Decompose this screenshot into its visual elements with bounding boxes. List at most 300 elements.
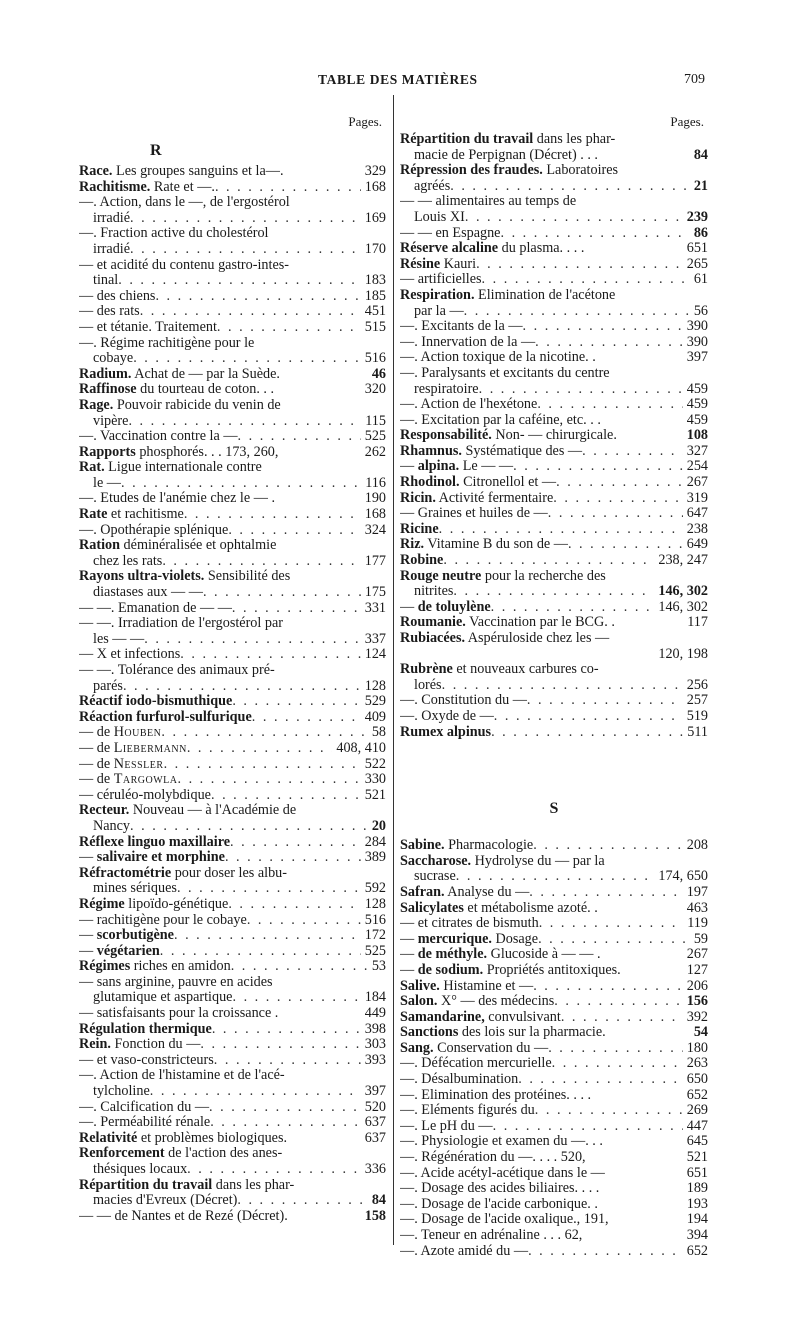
index-entry — [400, 335, 708, 351]
index-entry — [79, 336, 386, 367]
index-entry — [400, 947, 708, 963]
entry-text — [400, 693, 527, 709]
entry-page-number: 120, 198 — [658, 646, 708, 662]
entry-page-number: 170 — [364, 241, 386, 257]
dot-leader — [150, 1084, 361, 1100]
index-entry — [400, 444, 708, 460]
entry-keyword: Raffinose — [79, 382, 137, 398]
entry-text — [79, 1037, 200, 1053]
entry-continuation-text: vipère — [93, 413, 129, 429]
entry-continuation — [79, 211, 386, 227]
entry-description: —. Désalbumination — [400, 1072, 519, 1088]
index-entry — [400, 1103, 708, 1119]
entry-continuation-text: mines sériques — [93, 881, 177, 897]
dot-leader — [552, 1056, 683, 1072]
dot-leader — [456, 869, 655, 885]
running-header — [0, 72, 800, 92]
index-entry — [79, 663, 386, 694]
entry-text — [79, 850, 225, 866]
entry-continuation-text: le — — [93, 475, 121, 491]
entry-continuation-text: glutamique et aspartique — [93, 990, 233, 1006]
section-letter-r: R — [150, 142, 162, 159]
index-entry — [400, 1166, 708, 1182]
entry-page-number: 117 — [687, 615, 708, 631]
entry-page-number: 61 — [693, 272, 708, 288]
entry-page-number: 521 — [364, 787, 386, 803]
entry-keyword: Régulation thermique — [79, 1021, 212, 1037]
entry-page-number: 449 — [364, 1006, 386, 1022]
entry-page-number: 189 — [686, 1181, 708, 1197]
dot-leader — [128, 414, 361, 430]
entry-description: —. Régime rachitigène pour le — [79, 335, 255, 351]
entry-page-number: 128 — [364, 896, 386, 912]
index-entry — [79, 164, 386, 180]
index-entry — [400, 319, 708, 335]
entry-description: —. Elimination des protéines. . . . — [400, 1087, 592, 1103]
entry-continuation-text: diastases aux — — — [93, 585, 203, 601]
entry-page-number: 56 — [693, 303, 708, 319]
entry-page-number: 267 — [686, 947, 708, 963]
entry-page-number: 319 — [686, 490, 708, 506]
entry-description: et problèmes biologiques. — [137, 1130, 288, 1146]
index-entry — [79, 757, 386, 773]
entry-text — [400, 444, 582, 460]
index-entry — [79, 788, 386, 804]
entry-page-number: 529 — [364, 694, 386, 710]
entry-continuation-text: irradié — [93, 241, 131, 257]
index-entry — [400, 1041, 708, 1057]
entry-page-number: 190 — [364, 491, 386, 507]
index-entry — [400, 1181, 708, 1197]
entry-description: des lois sur la pharmacie. — [458, 1025, 606, 1041]
entry-description: Pouvoir rabicide du venin de — [113, 397, 281, 413]
entry-continuation — [79, 273, 386, 289]
index-entry — [400, 1150, 708, 1166]
entry-keyword: Réfractométrie — [79, 865, 172, 881]
entry-description: — et vaso-constricteurs — [79, 1052, 214, 1068]
entry-description: — — [400, 459, 418, 475]
index-entry — [79, 647, 386, 663]
entry-page-number: 84 — [371, 1193, 386, 1209]
entry-text — [79, 429, 238, 445]
index-entry — [400, 272, 708, 288]
index-entry — [400, 241, 708, 257]
entry-description: Vaccination par le BCG. . — [465, 615, 615, 631]
entry-page-number: 327 — [686, 443, 708, 459]
entry-keyword: Rayons ultra-violets. — [79, 569, 205, 585]
entry-page-number: 519 — [686, 708, 708, 724]
entry-page-number: 256 — [686, 677, 708, 693]
dot-leader — [214, 1053, 361, 1069]
entry-text — [400, 413, 601, 429]
entry-page-number: 515 — [364, 319, 386, 335]
index-entry — [400, 979, 708, 995]
dot-leader — [174, 928, 361, 944]
entry-text — [79, 647, 180, 663]
index-entry — [79, 258, 386, 289]
index-entry — [79, 1131, 386, 1147]
index-entry — [79, 616, 386, 647]
entry-page-number: 390 — [686, 319, 708, 335]
entry-continuation — [79, 242, 386, 258]
index-entry — [79, 725, 386, 741]
entry-description: —. Action toxique de la nicotine. . — [400, 350, 596, 366]
dot-leader — [144, 632, 360, 648]
dot-leader — [479, 382, 683, 398]
dot-leader — [538, 932, 690, 948]
entry-subdescription: Dosage — [491, 931, 539, 947]
entry-keyword: Réflexe linguo maxillaire — [79, 834, 231, 850]
index-entry — [79, 850, 386, 866]
entry-keyword: Répartition du travail — [400, 132, 534, 147]
dot-leader — [561, 1010, 683, 1026]
entry-page-number: 397 — [364, 1084, 386, 1100]
index-entry — [79, 913, 386, 929]
entry-continuation — [400, 210, 708, 226]
entry-text — [400, 1119, 493, 1135]
entry-continuation — [400, 382, 708, 398]
dot-leader — [231, 959, 368, 975]
index-entry — [400, 1197, 708, 1213]
entry-keyword: Sabine. — [400, 838, 445, 854]
dot-leader — [568, 537, 683, 553]
entry-keyword: Rhodinol. — [400, 475, 460, 491]
entry-page-number: 263 — [686, 1056, 708, 1072]
entry-page-number: 184 — [364, 990, 386, 1006]
dot-leader — [187, 741, 333, 757]
index-entry — [400, 226, 708, 242]
dot-leader — [535, 335, 683, 351]
index-entry — [79, 382, 386, 398]
index-entry — [400, 1228, 708, 1244]
entry-text — [400, 885, 529, 901]
dot-leader — [155, 289, 360, 305]
entry-description: —. Perméabilité rénale — [79, 1115, 211, 1131]
entry-description: Achat de — par la Suède. — [131, 366, 280, 382]
dot-leader — [130, 819, 368, 835]
dot-leader — [130, 242, 361, 258]
index-entry — [400, 491, 708, 507]
entry-page-number: 172 — [364, 928, 386, 944]
entry-keyword: Safran. — [400, 884, 445, 900]
dot-leader — [535, 1103, 683, 1119]
dot-leader — [554, 994, 682, 1010]
entry-text — [400, 600, 491, 616]
entry-text — [400, 1025, 606, 1041]
entry-page-number: 127 — [686, 962, 708, 978]
index-entry — [400, 631, 708, 662]
entry-text — [79, 928, 174, 944]
entry-text — [79, 710, 252, 726]
dot-leader — [533, 979, 683, 995]
dot-leader — [247, 913, 361, 929]
entry-text — [79, 460, 262, 476]
entry-description: dans les phar- — [533, 132, 616, 147]
index-entry — [400, 413, 708, 429]
entry-keyword: Résine — [400, 256, 441, 272]
entry-page-number: 451 — [364, 304, 386, 320]
entry-page-number: 645 — [686, 1134, 708, 1150]
entry-page-number: 175 — [364, 585, 386, 601]
entry-page-number: 265 — [686, 256, 708, 272]
dot-leader — [439, 522, 683, 538]
index-entry — [79, 1100, 386, 1116]
entry-continuation — [79, 554, 386, 570]
entry-page-number: 651 — [686, 1165, 708, 1181]
entry-keyword: Réaction furfurol-sulfurique — [79, 709, 252, 725]
entry-keyword: Sang. — [400, 1040, 434, 1056]
entry-description: du tourteau de coton. . . — [136, 382, 275, 398]
dot-leader — [215, 180, 361, 196]
dot-leader — [529, 885, 682, 901]
index-entry — [79, 866, 386, 897]
entry-page-number: 459 — [686, 412, 708, 428]
entry-page-number: 20 — [371, 818, 386, 834]
index-entry — [79, 226, 386, 257]
index-entry — [400, 932, 708, 948]
entry-description: — de — [79, 756, 114, 772]
entry-text — [79, 445, 278, 461]
index-entry — [79, 1022, 386, 1038]
entry-keyword: Rouge neutre — [400, 568, 482, 584]
entry-description: lipoïdo-génétique — [124, 896, 229, 912]
entry-text — [400, 1244, 528, 1260]
entry-page-number: 637 — [364, 1130, 386, 1146]
entry-author: Liebermann — [113, 740, 187, 756]
right-column — [400, 114, 708, 1259]
entry-continuation-text: macies d'Evreux (Décret) — [93, 1193, 238, 1209]
column-divider — [393, 95, 394, 1245]
entry-text — [79, 491, 275, 507]
entry-continuation-text: respiratoire — [414, 381, 479, 397]
entry-description: —. Azote amidé du — — [400, 1243, 529, 1259]
entry-continuation-text: parés — [93, 678, 123, 694]
entry-subdescription: Propriétés antitoxiques. — [483, 962, 621, 978]
entry-page-number: 116 — [365, 475, 386, 491]
entry-text — [400, 1088, 591, 1104]
entry-page-number: 208 — [686, 838, 708, 854]
entry-continuation-text: les — — — [93, 631, 145, 647]
entry-text — [400, 459, 513, 475]
entry-text — [79, 226, 269, 242]
entry-description: — — [400, 947, 418, 963]
entry-continuation-text: par la — — [414, 303, 464, 319]
entry-page-number: 521 — [686, 1150, 708, 1166]
dot-leader — [232, 694, 360, 710]
entry-description: Conservation du — — [433, 1040, 549, 1056]
entry-text — [79, 382, 274, 398]
index-entry — [79, 1068, 386, 1099]
dot-leader — [533, 838, 683, 854]
entry-continuation — [400, 304, 708, 320]
entry-page-number: 284 — [364, 834, 386, 850]
entry-keyword: Salive. — [400, 978, 440, 994]
index-entry — [400, 163, 708, 194]
entry-text — [79, 1022, 212, 1038]
index-entry — [400, 725, 708, 741]
entry-description: — — alimentaires au temps de — [400, 194, 577, 210]
entry-description: — artificielles — [400, 272, 482, 288]
index-entry — [400, 838, 708, 854]
entry-text — [79, 523, 228, 539]
entry-continuation-text: chez les rats — [93, 553, 163, 569]
index-entry — [400, 366, 708, 397]
dot-leader — [443, 553, 654, 569]
entry-page-number: 329 — [364, 164, 386, 179]
entry-text — [79, 1053, 214, 1069]
entry-description: —. Action de l'histamine et de l'acé- — [79, 1068, 285, 1084]
entry-page-number: 262 — [364, 444, 386, 460]
entry-text — [79, 803, 296, 819]
entry-text — [400, 994, 554, 1010]
entry-continuation-text: thésiques locaux — [93, 1162, 188, 1177]
index-entry — [400, 1119, 708, 1135]
entry-text — [79, 694, 232, 710]
entry-description: —. Défécation mercurielle — [400, 1056, 552, 1072]
index-entry — [400, 553, 708, 569]
entry-description: — —. Tolérance des animaux pré- — [79, 663, 275, 678]
index-entry — [400, 1056, 708, 1072]
entry-page-number: 84 — [693, 147, 708, 163]
entry-description: —. Excitation par la caféine, etc. . . — [400, 412, 601, 428]
entry-continuation — [79, 1162, 386, 1178]
entry-continuation — [400, 869, 708, 885]
index-entry — [79, 928, 386, 944]
entry-continuation-text: lorés — [414, 677, 442, 693]
entry-text — [79, 1146, 282, 1162]
index-entry — [79, 710, 386, 726]
entry-page-number: 392 — [686, 1009, 708, 1025]
dot-leader — [453, 584, 654, 600]
index-entry — [79, 772, 386, 788]
entry-continuation-text: irradié — [93, 210, 131, 226]
entry-keyword: Saccharose. — [400, 853, 472, 869]
entry-text — [400, 569, 606, 585]
entry-text — [400, 932, 538, 948]
index-entry — [79, 835, 386, 851]
entry-page-number: 257 — [686, 693, 708, 709]
entry-page-number: 206 — [686, 978, 708, 994]
entry-page-number: 183 — [364, 273, 386, 289]
entry-text — [400, 1134, 603, 1150]
entry-page-number: 238, 247 — [658, 553, 708, 569]
entry-text — [400, 194, 576, 210]
entry-continuation — [79, 476, 386, 492]
pages-label-left: Pages. — [348, 114, 382, 129]
index-entry — [79, 601, 386, 617]
entry-page-number: 239 — [686, 209, 708, 225]
entry-page-number: 46 — [371, 366, 386, 382]
index-entry — [79, 1006, 386, 1022]
page-title: TABLE DES MATIÈRES — [318, 72, 478, 87]
index-entry — [79, 1037, 386, 1053]
entry-page-number: 146, 302 — [658, 584, 708, 600]
entry-page-number: 53 — [371, 959, 386, 975]
dot-leader — [200, 1037, 360, 1053]
dot-leader — [184, 507, 361, 523]
entry-author: Houben — [113, 725, 162, 741]
dot-leader — [230, 835, 361, 851]
entry-text — [400, 319, 523, 335]
entry-subkeyword: de toluylène — [417, 599, 491, 615]
index-entry — [79, 1115, 386, 1131]
entry-keyword: Rate — [79, 507, 108, 523]
entry-description: Pharmacologie — [444, 838, 534, 854]
entry-description: —. Innervation de la — — [400, 334, 536, 350]
entry-subdescription: Glucoside à — — . — [487, 947, 601, 963]
entry-keyword: Salon. — [400, 994, 438, 1010]
index-entry — [400, 693, 708, 709]
entry-description: —. Régénération du —. . . . 520, — [400, 1150, 586, 1166]
index-entry — [79, 694, 386, 710]
entry-keyword: Sanctions — [400, 1025, 459, 1041]
entry-page-number: 525 — [364, 429, 386, 445]
index-entry — [400, 459, 708, 475]
entry-page-number: 447 — [686, 1118, 708, 1134]
index-entry — [79, 491, 386, 507]
entry-page-number: 389 — [364, 850, 386, 866]
entry-text — [400, 522, 439, 538]
entry-description: —. Eléments figurés du — [400, 1103, 535, 1119]
entry-page-number: 254 — [686, 459, 708, 475]
entry-page-number: 128 — [364, 678, 386, 694]
entry-text — [79, 725, 161, 741]
entry-description: —. Opothérapie splénique — [79, 522, 229, 538]
entry-text — [79, 367, 280, 383]
entry-page-number: 408, 410 — [336, 740, 386, 756]
entry-keyword: Réserve alcaline — [400, 241, 499, 257]
entry-text — [79, 788, 211, 804]
entry-text — [400, 132, 615, 148]
entry-page-number: 463 — [686, 900, 708, 916]
entry-description: — satisfaisants pour la croissance . — [79, 1006, 279, 1022]
entry-description: Histamine et — — [439, 978, 534, 994]
entry-page-number: 177 — [364, 553, 386, 569]
entry-description: pour la recherche des — [481, 568, 606, 584]
entry-page-number: 637 — [364, 1115, 386, 1131]
entry-text — [400, 537, 568, 553]
entry-continuation-text: macie de Perpignan (Décret) . . . — [414, 147, 598, 163]
entry-page-number: 393 — [364, 1052, 386, 1068]
entry-description: — — [400, 931, 418, 947]
index-entry — [400, 522, 708, 538]
entry-description: Rate et —. — [150, 179, 215, 195]
entry-description: phosphorés. . . 173, 260, — [135, 444, 279, 460]
entry-page-number: 398 — [364, 1021, 386, 1037]
index-entry — [400, 885, 708, 901]
dot-leader — [491, 725, 683, 741]
entry-page-number: 520 — [364, 1099, 386, 1115]
entry-text — [400, 397, 537, 413]
dot-leader — [177, 772, 360, 788]
index-entry — [400, 709, 708, 725]
entry-keyword: Recteur. — [79, 803, 130, 819]
index-entry — [79, 1146, 386, 1177]
dot-leader — [527, 693, 683, 709]
entry-text — [79, 663, 275, 679]
entry-text — [79, 913, 247, 929]
entry-page-number: 516 — [364, 351, 386, 367]
entry-text — [400, 901, 598, 917]
entry-page-number: 146, 302 — [658, 599, 708, 615]
entry-text — [400, 226, 500, 242]
entry-page-number: 649 — [686, 537, 708, 553]
entry-description: — — [79, 943, 97, 959]
entry-page-number: 174, 650 — [658, 869, 708, 885]
entry-page-number: 86 — [693, 225, 708, 241]
entry-continuation — [400, 647, 708, 663]
entry-description: convulsivant — [484, 1009, 561, 1025]
